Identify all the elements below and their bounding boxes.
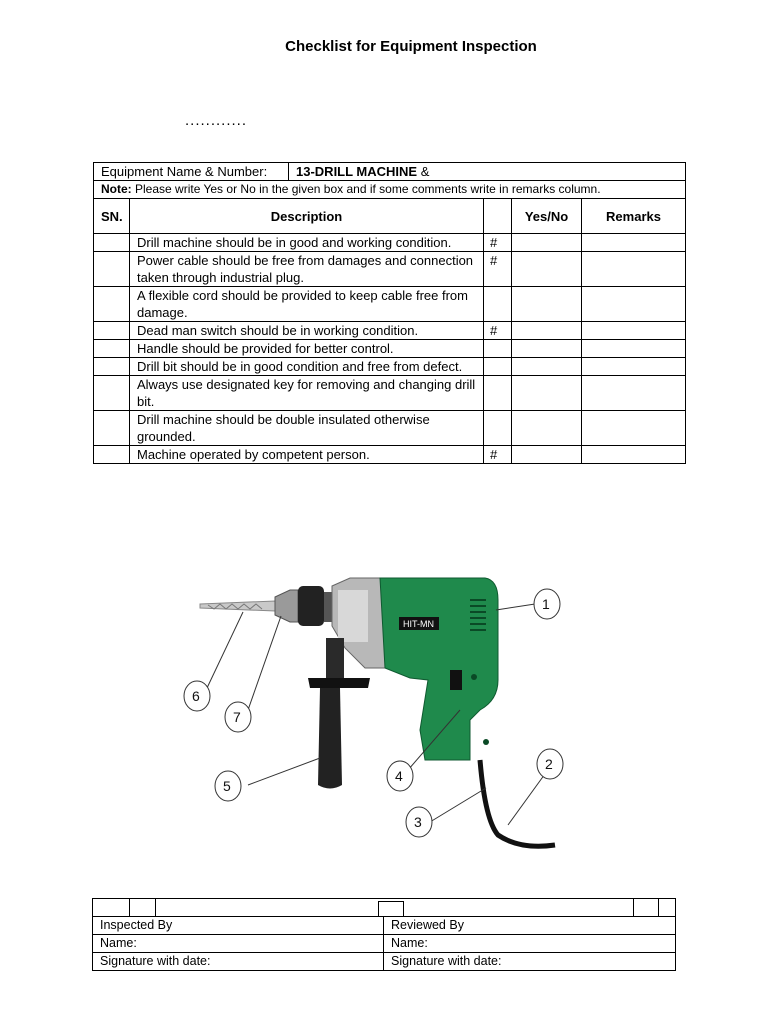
mark-cell [484,411,512,446]
checklist-row [94,446,686,464]
yes-no-cell[interactable] [512,340,582,358]
svg-text:7: 7 [233,709,241,725]
checklist-table [93,162,686,464]
sn-cell [94,322,130,340]
page-title: Checklist for Equipment Inspection [285,38,537,55]
blank-cell [156,899,634,917]
reviewer-signature-field: Signature with date: [384,953,676,971]
sn-cell [94,411,130,446]
sn-cell [94,287,130,322]
yes-no-cell[interactable] [512,446,582,464]
equipment-value: 13-DRILL MACHINE & [296,164,430,179]
remarks-cell[interactable] [582,411,686,446]
drill-machine-image [180,560,580,860]
note-label: Note: [101,182,132,196]
yes-no-cell[interactable] [512,234,582,252]
blank-cell [634,899,659,917]
sn-cell [94,358,130,376]
col-yes-no: Yes/No [512,199,582,234]
inspector-name-field: Name: [93,935,384,953]
blank-cell [659,899,676,917]
sn-cell [94,446,130,464]
description-cell: Always use designated key for removing and changing drill bit. [130,376,484,411]
checklist-row [94,340,686,358]
sn-cell [94,234,130,252]
sn-cell [94,376,130,411]
yes-no-cell[interactable] [512,358,582,376]
yes-no-cell[interactable] [512,287,582,322]
description-cell: A flexible cord should be provided to keep cable free from damage. [130,287,484,322]
callout-3 [406,807,432,837]
remarks-cell[interactable] [582,322,686,340]
remarks-cell[interactable] [582,252,686,287]
reviewed-by-label: Reviewed By [384,917,676,935]
remarks-cell[interactable] [582,287,686,322]
checklist-row [94,376,686,411]
svg-text:6: 6 [192,688,200,704]
description-cell: Power cable should be free from damages and connection taken through industrial plug. [130,252,484,287]
inspector-signature-field: Signature with date: [93,953,384,971]
description-cell: Drill machine should be in good and working condition. [130,234,484,252]
col-description: Description [130,199,484,234]
yes-no-cell[interactable] [512,252,582,287]
mark-cell [484,287,512,322]
mark-cell: # [484,234,512,252]
blank-cell [93,899,130,917]
mark-cell: # [484,446,512,464]
svg-text:4: 4 [395,768,403,784]
svg-text:5: 5 [223,778,231,794]
drill-bit [200,601,275,611]
green-body [380,578,498,760]
remarks-cell[interactable] [582,340,686,358]
chuck [275,586,332,626]
placeholder-dots: ............ [185,112,248,129]
equipment-label: Equipment Name & Number: [94,163,289,180]
callout-2 [537,749,563,779]
description-cell: Machine operated by competent person. [130,446,484,464]
remarks-cell[interactable] [582,234,686,252]
small-box [378,901,404,917]
svg-text:1: 1 [542,596,550,612]
mark-cell [484,340,512,358]
callout-6 [184,681,210,711]
yes-no-cell[interactable] [512,376,582,411]
signoff-table [92,898,676,971]
blank-cell [130,899,156,917]
description-cell: Drill machine should be double insulated otherwise grounded. [130,411,484,446]
col-remarks: Remarks [582,199,686,234]
remarks-cell[interactable] [582,358,686,376]
svg-text:3: 3 [414,814,422,830]
remarks-cell[interactable] [582,376,686,411]
sn-cell [94,252,130,287]
description-cell: Handle should be provided for better control. [130,340,484,358]
mark-cell: # [484,252,512,287]
col-mark [484,199,512,234]
checklist-row [94,322,686,340]
col-sn: SN. [94,199,130,234]
mark-cell: # [484,322,512,340]
inspected-by-label: Inspected By [93,917,384,935]
remarks-cell[interactable] [582,446,686,464]
drill-brand-label: HIT-MN [403,619,434,629]
checklist-row [94,234,686,252]
yes-no-cell[interactable] [512,322,582,340]
checklist-row [94,358,686,376]
callout-5 [215,771,241,801]
note-row [94,181,686,199]
note-text: Please write Yes or No in the given box and if some comments write in remarks column. [131,182,601,196]
svg-text:2: 2 [545,756,553,772]
description-cell: Dead man switch should be in working condition. [130,322,484,340]
checklist-row [94,287,686,322]
callout-1 [534,589,560,619]
reviewer-name-field: Name: [384,935,676,953]
mark-cell [484,376,512,411]
callout-4 [387,761,413,791]
checklist-row [94,411,686,446]
checklist-row [94,252,686,287]
description-cell: Drill bit should be in good condition and free from defect. [130,358,484,376]
yes-no-cell[interactable] [512,411,582,446]
mark-cell [484,358,512,376]
callout-7 [225,702,251,732]
column-headers [94,199,686,234]
sn-cell [94,340,130,358]
equipment-row [94,163,686,181]
